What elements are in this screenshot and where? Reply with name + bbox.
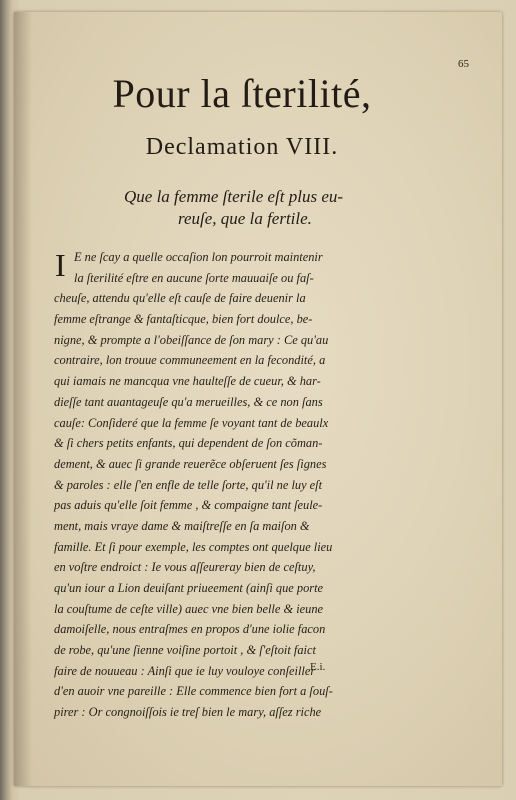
body-line: ment, mais vraye dame & maiſtreſſe en ſa maiſon & — [54, 518, 310, 533]
body-line: damoiſelle, nous entraſmes en propos d'une iolie facon — [54, 622, 326, 637]
body-line: contraire, lon trouue communeement en la fecondité, a — [54, 353, 326, 368]
body-line: pirer : Or congnoiſſois ie treſ bien le mary, aſſez riche — [54, 705, 322, 720]
section-heading-line-2: reuſe, que la fertile. — [178, 209, 312, 228]
body-line: en voſtre endroict : Ie vous aſſeureray bien de ceſtuy, — [54, 560, 316, 575]
section-heading — [120, 186, 370, 230]
body-line: de robe, qu'une ſienne voiſine portoit , & ſ'eſtoit faict — [54, 643, 316, 658]
signature-mark: E.i. — [310, 661, 326, 673]
body-line: pas aduis qu'elle ſoit femme , & compaigne tant ſeule- — [54, 498, 323, 513]
body-paragraph — [54, 247, 384, 723]
body-line: E ne ſcay a quelle occaſion lon pourroit maintenir — [74, 250, 323, 264]
body-line: d'en auoir vne pareille : Elle commence bien fort a ſouſ- — [54, 684, 333, 699]
body-line: la couſtume de ceſte ville) auec vne bien belle & ieune — [54, 601, 324, 616]
body-line: femme eſtrange & fantaſticque, bien fort doulce, be- — [54, 312, 313, 327]
section-heading-line-1: Que la femme ſterile eſt plus eu- — [124, 187, 344, 206]
body-line: famille. Et ſi pour exemple, les comptes ont quelque lieu — [54, 539, 333, 554]
body-line: dement, & auec ſi grande reuerẽce obſeruent ſes ſignes — [54, 456, 327, 471]
body-line: dieſſe tant auantageuſe qu'a merueilles, & ce non ſans — [54, 394, 323, 409]
body-line: & paroles : elle ſ'en enfle de telle ſorte, qu'il ne luy eſt — [54, 477, 323, 492]
body-line: cheuſe, attendu qu'elle eſt cauſe de faire deuenir la — [54, 291, 306, 306]
body-line: & ſi chers petits enfants, qui dependent de ſon cõman- — [54, 436, 323, 451]
body-line: qu'un iour a Lion deuiſant priueement (ainſi que porte — [54, 581, 324, 595]
page-gutter-shadow — [14, 12, 32, 786]
body-line: faire de nouueau : Ainſi que ie luy vouloye conſeiller — [54, 663, 316, 678]
body-line: nigne, & prompte a l'obeiſſance de ſon mary : Ce qu'au — [54, 332, 329, 347]
page-number: 65 — [458, 58, 469, 70]
body-line: cauſe: Conſideré que la femme ſe voyant tant de beaulx — [54, 415, 329, 430]
body-line: la ſterilité eſtre en aucune ſorte mauuaiſe ou faſ- — [74, 270, 314, 285]
page-title: Pour la ſterilité, — [112, 71, 372, 116]
page-subtitle: Declamation VIII. — [145, 134, 339, 160]
drop-cap-letter: I — [55, 247, 66, 283]
body-line: qui iamais ne mancqua vne haulteſſe de cueur, & har- — [54, 374, 321, 389]
